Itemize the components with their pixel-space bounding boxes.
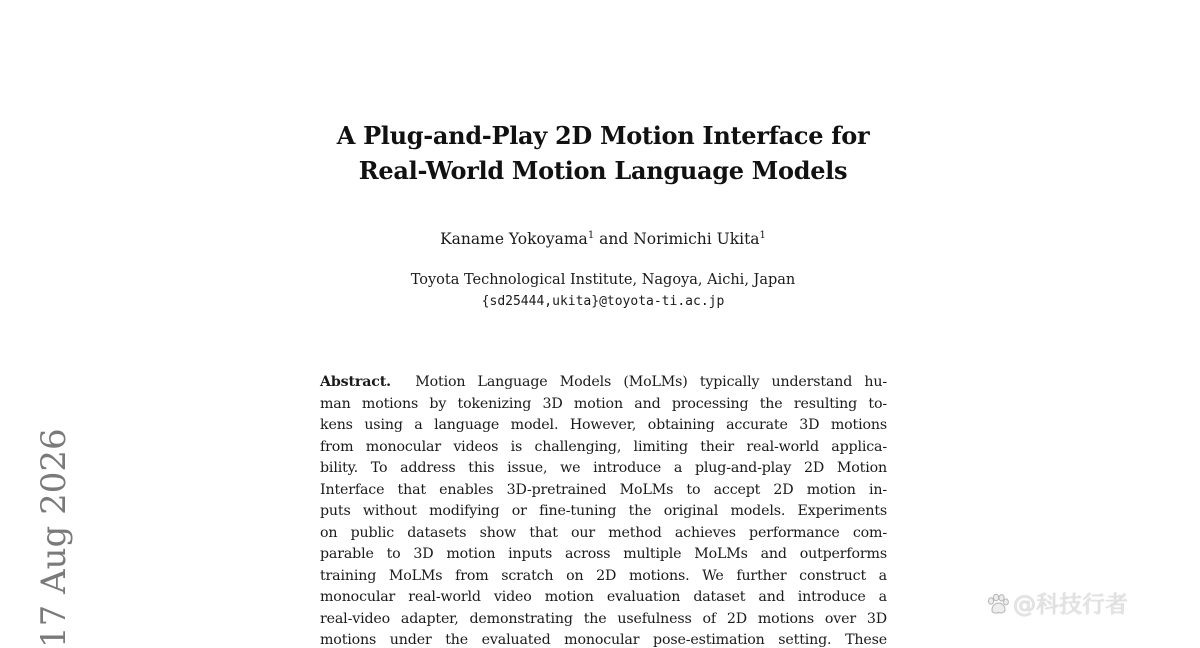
paper-title-line-2: Real-World Motion Language Models <box>358 156 848 185</box>
affiliation: Toyota Technological Institute, Nagoya, Aichi, Japan <box>410 272 796 288</box>
abstract-line: from monocular videos is challenging, limiting their real-world applica- <box>320 438 887 455</box>
author-name: Kaname Yokoyama <box>440 230 588 248</box>
author-list <box>300 228 906 250</box>
author-name: Norimichi Ukita <box>633 230 760 248</box>
abstract-line: puts without modifying or fine-tuning the original models. Experiments <box>320 503 887 519</box>
abstract-text: Motion Language Models (MoLMs) typically understand hu- <box>415 374 887 390</box>
watermark <box>986 588 1128 622</box>
author-joiner: and <box>594 230 634 248</box>
paper-title-line-1: A Plug-and-Play 2D Motion Interface for <box>336 121 870 150</box>
abstract <box>320 372 887 648</box>
paper-title <box>300 118 906 188</box>
abstract-line: monocular real-world video motion evaluation dataset and introduce a <box>320 589 887 605</box>
arxiv-side-date: 17 Aug 2026 <box>34 428 74 648</box>
abstract-line: training MoLMs from scratch on 2D motions. We further construct a <box>320 567 887 584</box>
abstract-line: parable to 3D motion inputs across multiple MoLMs and outperforms <box>320 546 887 562</box>
watermark-text: @科技行者 <box>1013 592 1128 618</box>
abstract-line: Interface that enables 3D-pretrained MoLMs to accept 2D motion in- <box>320 481 887 498</box>
abstract-line: man motions by tokenizing 3D motion and processing the resulting to- <box>320 395 887 412</box>
abstract-line: real-video adapter, demonstrating the usefulness of 2D motions over 3D <box>320 610 887 627</box>
abstract-line: on public datasets show that our method achieves performance com- <box>320 524 887 541</box>
abstract-line: motions under the evaluated monocular pose-estimation setting. These <box>320 632 887 648</box>
abstract-line: kens using a language model. However, obtaining accurate 3D motions <box>320 417 887 433</box>
abstract-line: bility. To address this issue, we introduce a plug-and-play 2D Motion <box>320 460 887 476</box>
author-email: {sd25444,ukita}@toyota-ti.ac.jp <box>481 294 725 309</box>
author-affiliation-mark: 1 <box>759 230 766 241</box>
abstract-line <box>320 372 887 394</box>
paw-icon <box>986 593 1010 615</box>
abstract-label: Abstract. <box>320 374 391 390</box>
author-affiliation-mark: 1 <box>587 230 595 241</box>
